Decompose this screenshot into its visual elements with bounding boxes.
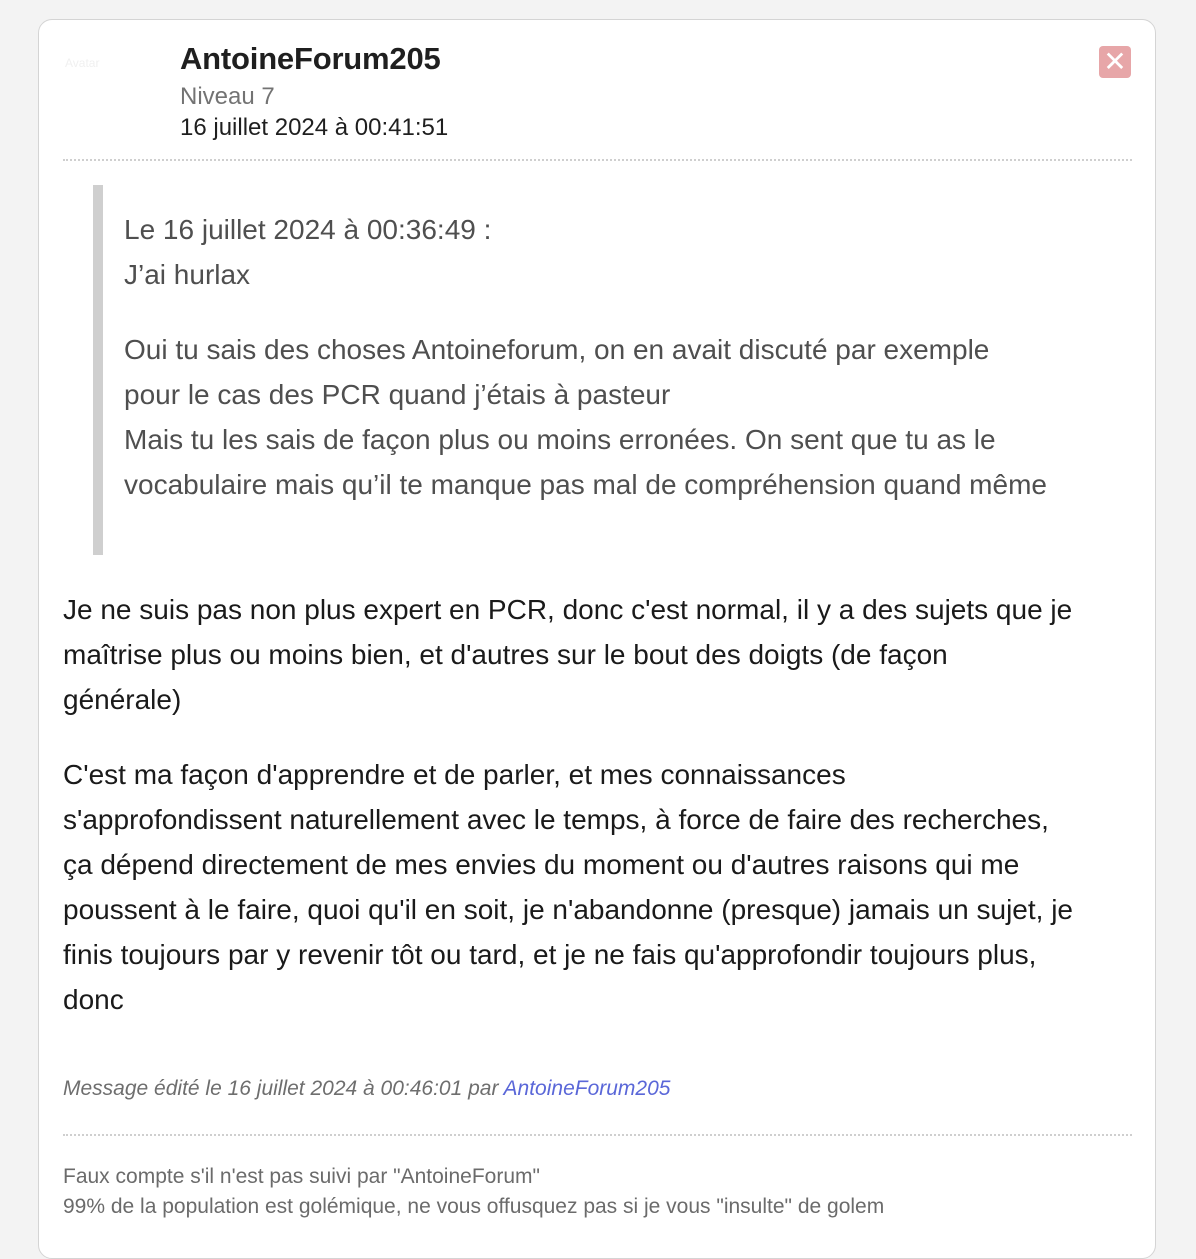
body-line: finis toujours par y revenir tôt ou tard, et je ne fais qu'approfondir toujours plus, (63, 939, 1037, 970)
quote-line: pour le cas des PCR quand j’étais à pasteur (124, 379, 671, 410)
author-name[interactable]: AntoineForum205 (180, 41, 441, 76)
body-line: donc (63, 984, 124, 1015)
quote-bar (93, 185, 103, 555)
post-body (63, 587, 1135, 1052)
quote-header: Le 16 juillet 2024 à 00:36:49 : (124, 214, 492, 245)
body-line: ça dépend directement de mes envies du moment ou d'autres raisons qui me (63, 849, 1020, 880)
post-date[interactable]: 16 juillet 2024 à 00:41:51 (180, 114, 449, 141)
blockquote (124, 207, 1134, 507)
author-level: Niveau 7 (180, 83, 275, 110)
edit-note (63, 1077, 670, 1101)
quote-line: vocabulaire mais qu’il te manque pas mal de compréhension quand même (124, 469, 1047, 500)
quote-line: Mais tu les sais de façon plus ou moins erronées. On sent que tu as le (124, 424, 996, 455)
close-icon: ✕ (1103, 46, 1127, 77)
forum-post (38, 19, 1156, 1259)
body-line: poussent à le faire, quoi qu'il en soit, je n'abandonne (presque) jamais un sujet, je (63, 894, 1073, 925)
signature-line: 99% de la population est golémique, ne vous offusquez pas si je vous "insulte" de golem (63, 1195, 885, 1218)
signature-divider (63, 1134, 1132, 1136)
body-line: générale) (63, 684, 182, 715)
edit-note-text: Message édité le 16 juillet 2024 à 00:46:01 par (63, 1077, 504, 1100)
body-line: maîtrise plus ou moins bien, et d'autres sur le bout des doigts (de façon (63, 639, 948, 670)
signature-line: Faux compte s'il n'est pas suivi par "AntoineForum" (63, 1165, 540, 1188)
signature (63, 1162, 884, 1222)
quote-line: Oui tu sais des choses Antoineforum, on en avait discuté par exemple (124, 334, 990, 365)
body-line: Je ne suis pas non plus expert en PCR, donc c'est normal, il y a des sujets que je (63, 594, 1073, 625)
editor-link[interactable]: AntoineForum205 (503, 1077, 671, 1100)
body-line: s'approfondissent naturellement avec le temps, à force de faire des recherches, (63, 804, 1049, 835)
body-line: C'est ma façon d'apprendre et de parler, et mes connaissances (63, 759, 846, 790)
delete-button[interactable] (1099, 46, 1131, 78)
body-paragraph (63, 587, 1135, 722)
header-divider (63, 159, 1132, 161)
quote-line: J’ai hurlax (124, 259, 251, 290)
avatar[interactable]: Avatar (65, 56, 100, 70)
body-paragraph (63, 752, 1135, 1022)
